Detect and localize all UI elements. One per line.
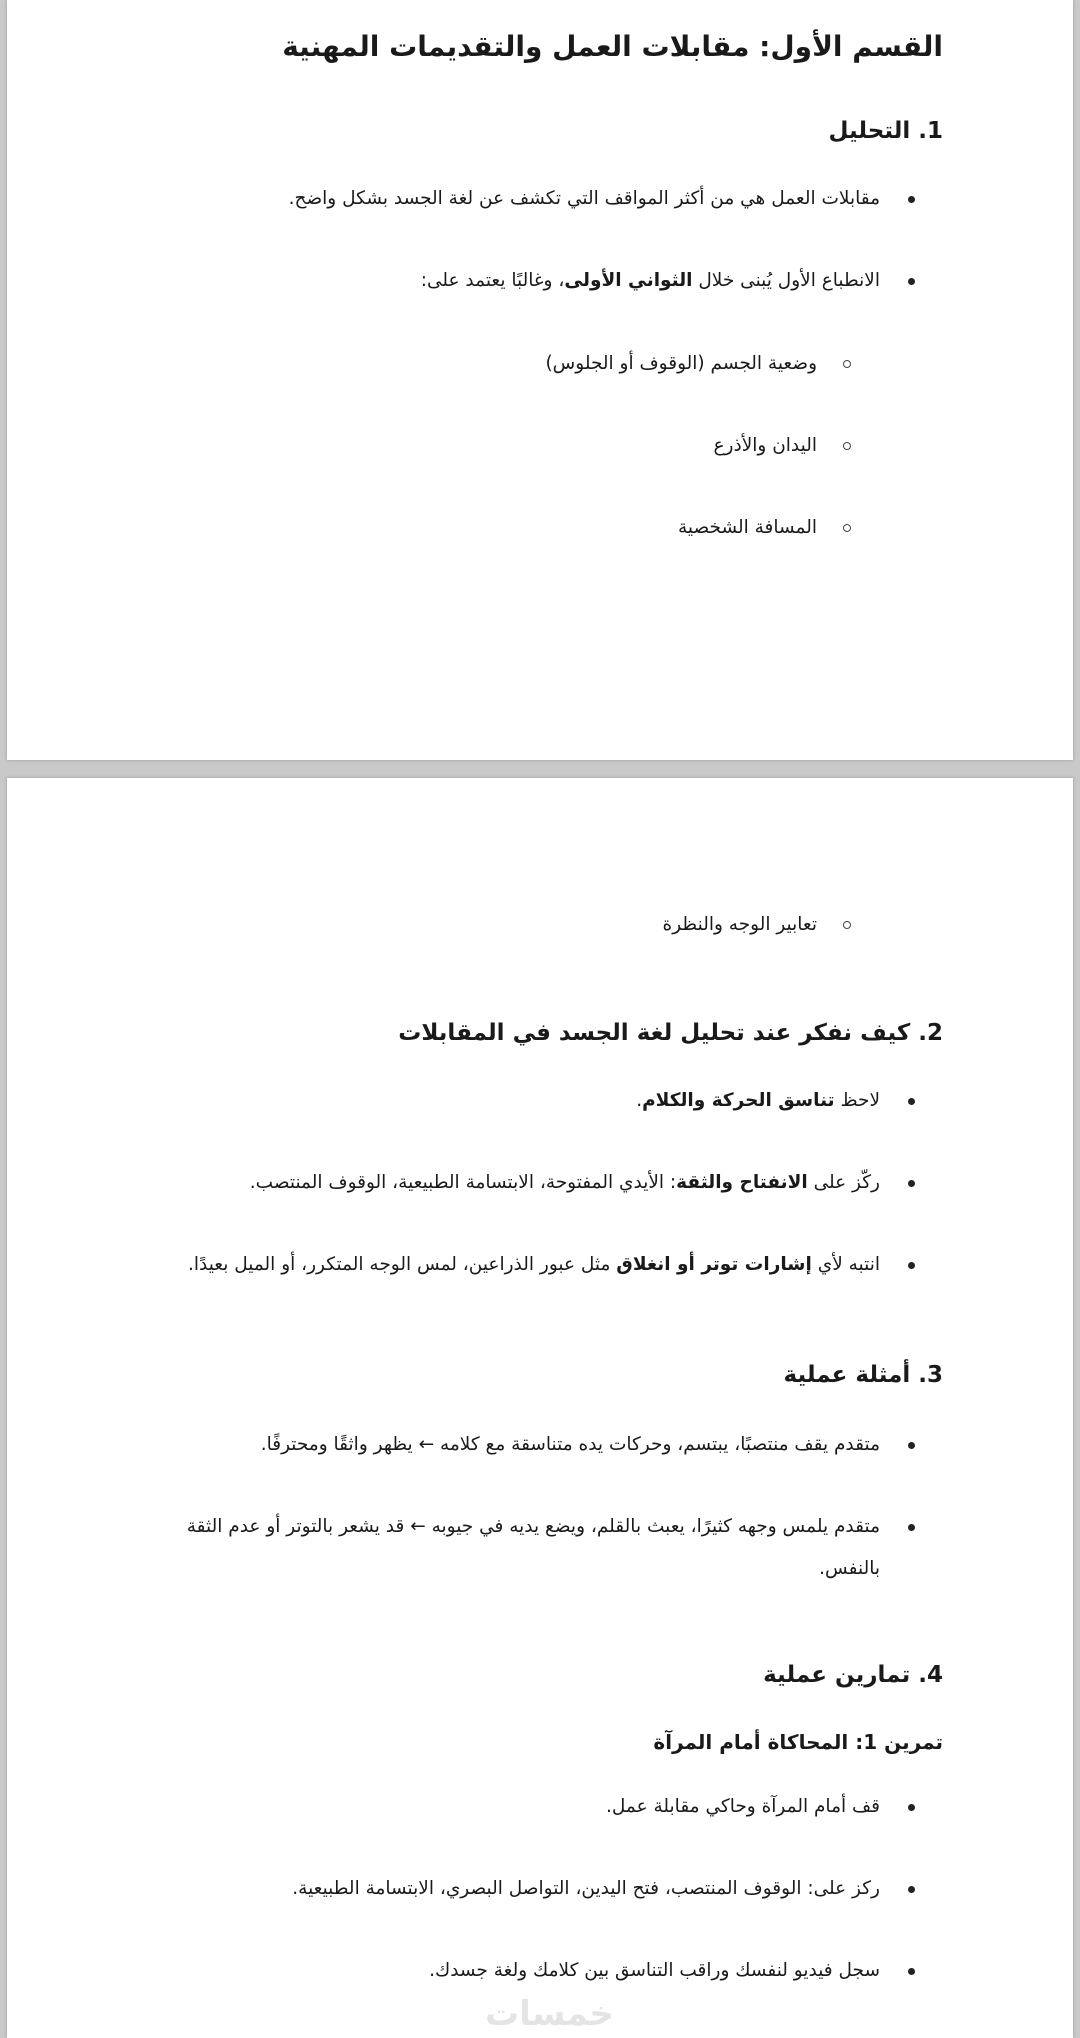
- sub-list-item: اليدان والأذرع: [713, 425, 817, 467]
- list-item: متقدم يلمس وجهه كثيرًا، يعبث بالقلم، ويضع يديه في جيوبه ← قد يشعر بالتوتر أو عدم الثقة بالنفس.: [150, 1506, 880, 1590]
- document-page-1: [7, 0, 1073, 760]
- list-item: متقدم يقف منتصبًا، يبتسم، وحركات يده متناسقة مع كلامه ← يظهر واثقًا ومحترفًا.: [261, 1424, 880, 1466]
- list-item: سجل فيديو لنفسك وراقب التناسق بين كلامك ولغة جسدك.: [429, 1950, 880, 1992]
- list-item: ركز على: الوقوف المنتصب، فتح اليدين، التواصل البصري، الابتسامة الطبيعية.: [292, 1868, 880, 1910]
- watermark: خمسات: [485, 1994, 614, 2034]
- exercise1-title: تمرين 1: المحاكاة أمام المرآة: [653, 1730, 943, 1754]
- list-item: الانطباع الأول يُبنى خلال الثواني الأولى، وغالبًا يعتمد على:: [421, 260, 880, 302]
- list-item: ركّز على الانفتاح والثقة: الأيدي المفتوحة، الابتسامة الطبيعية، الوقوف المنتصب.: [250, 1162, 880, 1204]
- document-page-2: [7, 778, 1073, 2038]
- list-item: مقابلات العمل هي من أكثر المواقف التي تكشف عن لغة الجسد بشكل واضح.: [289, 178, 880, 220]
- think-heading: 2. كيف نفكر عند تحليل لغة الجسد في المقابلات: [398, 1020, 943, 1046]
- list-item: قف أمام المرآة وحاكي مقابلة عمل.: [606, 1786, 880, 1828]
- list-item: لاحظ تناسق الحركة والكلام.: [636, 1080, 880, 1122]
- sub-list-item: وضعية الجسم (الوقوف أو الجلوس): [545, 343, 817, 385]
- sub-list-item: تعابير الوجه والنظرة: [663, 904, 817, 946]
- section-title: القسم الأول: مقابلات العمل والتقديمات المهنية: [282, 30, 943, 63]
- examples-heading: 3. أمثلة عملية: [783, 1362, 943, 1388]
- list-item: انتبه لأي إشارات توتر أو انغلاق مثل عبور الذراعين، لمس الوجه المتكرر، أو الميل بعيدًا.: [188, 1244, 880, 1286]
- sub-list-item: المسافة الشخصية: [678, 507, 817, 549]
- analysis-heading: 1. التحليل: [828, 118, 943, 144]
- exercises-heading: 4. تمارين عملية: [763, 1662, 943, 1688]
